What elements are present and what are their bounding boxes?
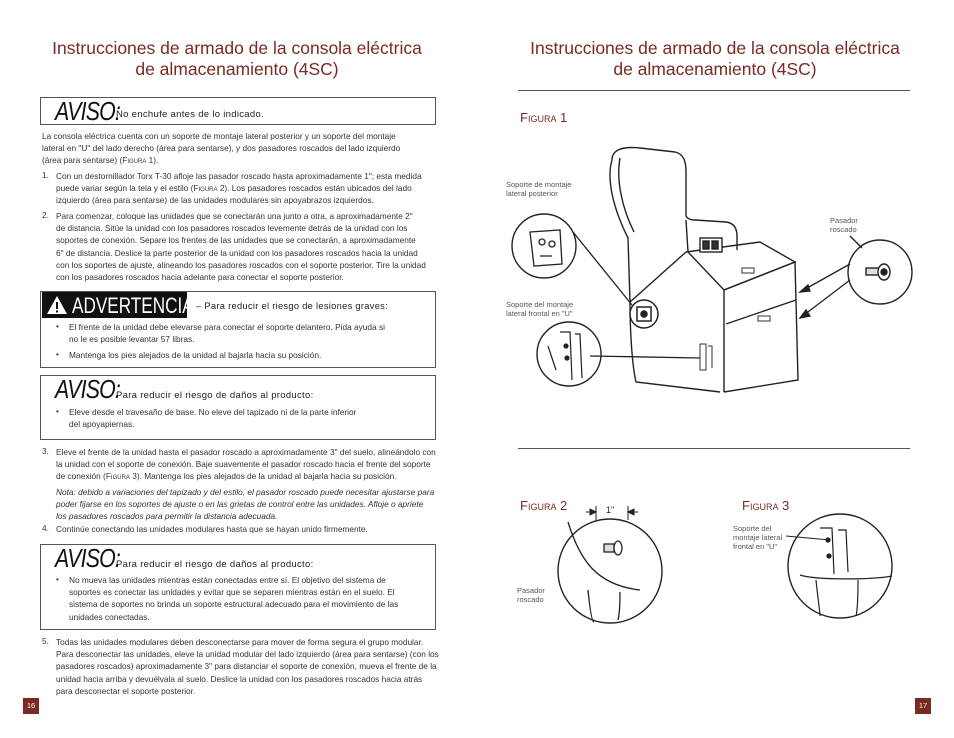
bullet-line: No mueva las unidades mientras están conectadas entre sí. El objetivo del sistema de [69,575,386,585]
step-text: puede variar según la tela y el estilo ( [56,183,194,194]
figure-ref: Figura [122,155,147,166]
title-left-line1: Instrucciones de armado de la consola eléctrica [52,38,422,58]
bullet-line: El frente de la unidad debe elevarse para conectar el soporte delantero. Pida ayuda si [69,322,385,332]
callout-line: roscado [830,225,857,234]
step-line: soportes de conexión. Separe los frentes de las unidades que se conectarán, a aproximadamente [56,235,416,246]
bullet-line: Eleve desde el travesaño de base. No eleve del tapizado ni de la parte inferior [69,407,357,417]
callout-line: Soporte del [733,524,772,533]
step-line: unidad hacia arriba y devuélvala al suelo. Deslice la unidad con los pasadores roscados hacia atrás [56,673,423,684]
callout-line: Soporte del montaje [506,300,574,309]
step-line: Para comenzar, coloque las unidades que se conectarán una junto a otra, a aproximadamente 2" [56,211,413,221]
figure-ref: Figura [105,471,130,482]
callout-line: Pasador [517,586,545,595]
intro-text: 1). [146,155,159,166]
title-right-line1: Instrucciones de armado de la consola eléctrica [530,38,900,58]
callout-line: lateral frontal en "U" [506,309,573,318]
intro-line: La consola eléctrica cuenta con un soporte de montaje lateral posterior y un soporte del montaje [42,131,396,141]
callout-line: Pasador [830,216,858,225]
warning-lead: – Para reducir el riesgo de lesiones graves: [196,301,389,311]
callout-line: frontal en "U" [733,542,778,551]
step-text: de conexión ( [56,471,106,482]
step-number: 2. [42,210,49,220]
step-line: Eleve el frente de la unidad hasta el pasador roscado a aproximadamente 3" del suelo, alineándolo con [56,447,436,457]
bullet-line: Mantenga los pies alejados de la unidad al bajarla hacia su posición. [69,350,322,360]
step-line: Con un destornillador Torx T-30 afloje las pasador roscado hasta aproximadamente 1"; esta medida [56,171,422,181]
title-right-line2: de almacenamiento (4SC) [613,59,817,79]
callout-line: Soporte de montaje [506,180,572,189]
bullet-line: unidades conectadas. [69,611,150,622]
warning-word: ADVERTENCIA [72,293,194,318]
title-left-line2: de almacenamiento (4SC) [135,59,339,79]
step-number: 3. [42,446,49,456]
step-line: Para desconectar las unidades, eleve la unidad modular del lado izquierdo (área para sentarse) (con los [56,649,439,660]
bullet-dot: • [56,574,59,584]
figure-2-label: Figura 2 [520,498,568,513]
step-line: pasadores roscados) aproximadamente 3" para distanciar el soporte de conexión, mueva el frente de la [56,661,437,672]
page-number-right: 17 [915,698,931,714]
notice-word: AVISO: [55,543,120,573]
notice-lead: No enchufe antes de lo indicado. [116,109,264,120]
notice-word: AVISO: [55,374,120,404]
notice-lead: Para reducir el riesgo de daños al producto: [116,390,314,401]
step-line: con los soportes de ajuste, alineando los pasadores roscados con el soporte posterior. Tire la unidad [56,259,426,270]
bullet-dot: • [56,406,59,416]
figure-3-label: Figura 3 [742,498,790,513]
step-number: 1. [42,170,49,180]
step-line: Continúe conectando las unidades modulares hasta que se hayan unido firmemente. [56,524,368,534]
step-line: la unidad con el soporte de conexión. Baje suavemente el pasador roscado hacia el frente del soporte [56,459,431,470]
figure-1-label: Figura 1 [520,110,568,125]
notice-lead: Para reducir el riesgo de daños al producto: [116,559,314,570]
step-number: 4. [42,523,49,533]
intro-line: lateral en "U" del lado derecho (área para sentarse), y dos pasadores roscados del lado izquierdo [42,143,401,154]
bullet-line: no le es posible levantar 57 libras. [69,334,195,345]
note-line: poder fijarse en los soportes de ajuste o en las grietas de control entre las unidades. Afloje o apriete [56,498,424,509]
note-line: los pasadores roscados para permitir la distancia adecuada. [56,511,278,522]
callout-line: lateral posterior [506,189,558,198]
bullet-line: soportes es conectar las unidades y evitar que se separen mientras están en el suelo. El [69,587,395,598]
figure-ref: Figura [193,183,218,194]
note-line: Nota: debido a variaciones del tapizado y del estilo, el pasador roscado puede necesitar ajustarse para [56,486,435,497]
bullet-line: sistema de soportes no brinda un soporte estructural adecuado para el movimiento de las [69,599,399,610]
step-line: para desconectar el soporte posterior. [56,685,196,696]
intro-text: (área para sentarse) ( [42,155,123,166]
step-line: Todas las unidades modulares deben desconectarse para mover de forma segura el grupo modular. [56,637,424,647]
bullet-dot: • [56,349,59,359]
callout-line: roscado [517,595,544,604]
step-text: 2). Los pasadores roscados están ubicados del lado [217,183,412,194]
step-number: 5. [42,636,49,646]
bullet-line: del apoyapiernas. [69,419,135,430]
figure-2-dimension: 1" [606,505,615,515]
step-line: de distancia. Sitúe la unidad con los pasadores roscados levemente detrás de la unidad con los [56,223,408,234]
callout-line: montaje lateral [733,533,783,542]
step-line: izquierdo (área para sentarse) de las unidades modulares sin apoyabrazos izquierdos. [56,195,374,206]
page-number-left: 16 [23,698,39,714]
figure-3-bracket-label [733,524,782,551]
step-line: con los pasadores roscados hacia adelante para conectar el soporte posterior. [56,272,344,283]
notice-word: AVISO: [55,96,120,126]
step-text: 3). Mantenga los pies alejados de la unidad al bajarla hacia su posición. [129,471,397,482]
bullet-dot: • [56,321,59,331]
step-line: 6" de distancia. Deslice la parte posterior de la unidad con los pasadores roscados hacia la unidad [56,247,418,258]
